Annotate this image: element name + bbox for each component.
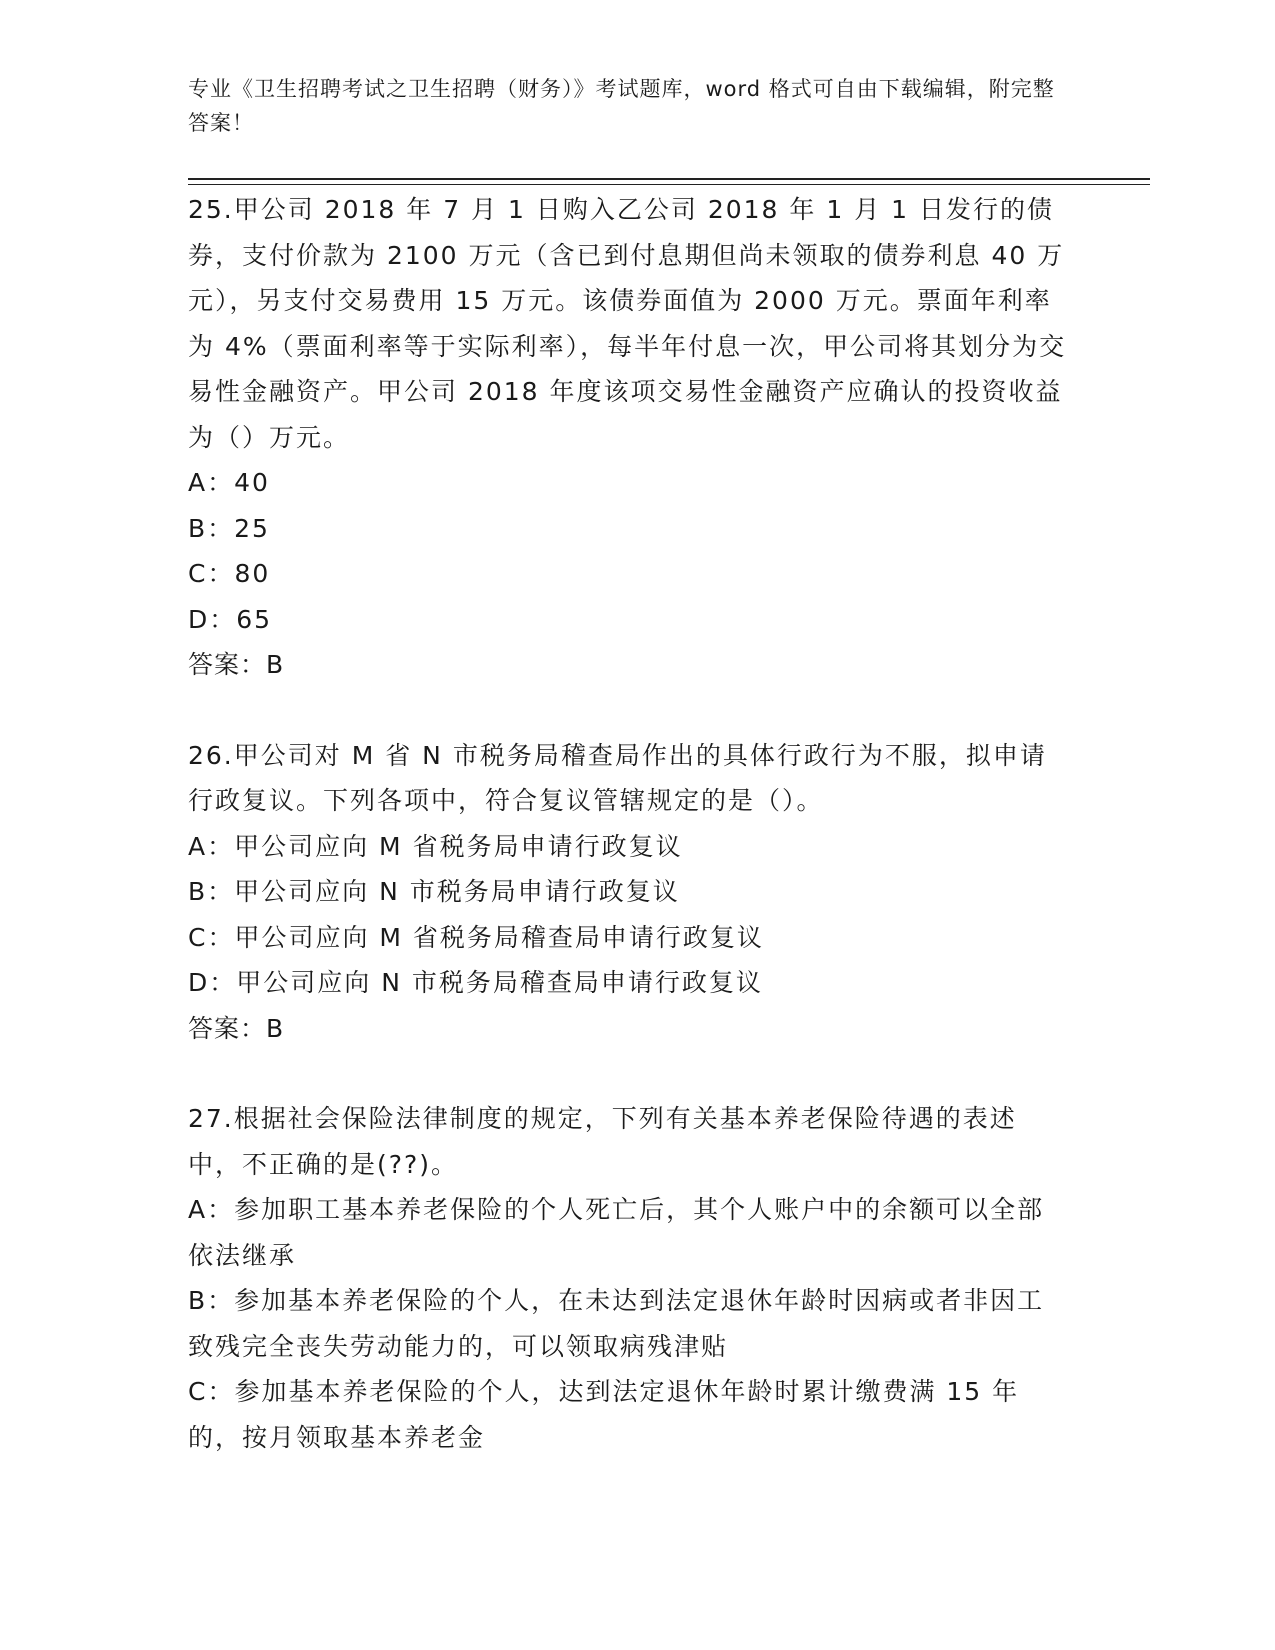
- question-27: [188, 1096, 1068, 1460]
- option-d: D：甲公司应向 N 市税务局稽查局申请行政复议: [188, 968, 763, 997]
- document-header: 专业《卫生招聘考试之卫生招聘（财务）》考试题库，word 格式可自由下载编辑，附完整答案！: [188, 77, 1055, 135]
- option-d: D：65: [188, 604, 273, 634]
- question-stem: 27.根据社会保险法律制度的规定，下列有关基本养老保险待遇的表述中，不正确的是(??)。: [188, 1104, 1017, 1179]
- option-a: A：甲公司应向 M 省税务局申请行政复议: [188, 831, 683, 861]
- question-spacer: [188, 688, 1068, 733]
- answer-label: 答案：B: [188, 650, 285, 679]
- option-b: B：参加基本养老保险的个人，在未达到法定退休年龄时因病或者非因工致残完全丧失劳动能力的，可以领取病残津贴: [188, 1286, 1045, 1361]
- option-a: A：参加职工基本养老保险的个人死亡后，其个人账户中的余额可以全部依法继承: [188, 1195, 1045, 1270]
- option-a: A：40: [188, 468, 270, 497]
- question-25: [188, 187, 1068, 688]
- question-stem: 26.甲公司对 M 省 N 市税务局稽查局作出的具体行政行为不服，拟申请行政复议。下列各项中，符合复议管辖规定的是（）。: [188, 740, 1047, 815]
- header-divider: [188, 178, 1150, 180]
- question-spacer: [188, 1051, 1068, 1096]
- option-c: C：参加基本养老保险的个人，达到法定退休年龄时累计缴费满 15 年的，按月领取基本养老金: [188, 1377, 1020, 1452]
- question-list: [188, 187, 1068, 1460]
- option-b: B：甲公司应向 N 市税务局申请行政复议: [188, 877, 680, 906]
- option-b: B：25: [188, 513, 270, 543]
- question-26: [188, 733, 1068, 1052]
- option-c: C：甲公司应向 M 省税务局稽查局申请行政复议: [188, 922, 764, 952]
- answer-label: 答案：B: [188, 1013, 285, 1043]
- question-stem: 25.甲公司 2018 年 7 月 1 日购入乙公司 2018 年 1 月 1 日发行的债券，支付价款为 2100 万元（含已到付息期但尚未领取的债券利息 40 万元），另支付交易费用 15 万元。该债券面值为 2000 万元。票面年利率为 4%（票面利率等于实际利率），每半年付息一次，甲公司将其划分为交易性金融资产。甲公司 2018 年度该项交易性金融资产应确认的投资收益为（）万元。: [188, 195, 1067, 452]
- header-divider-thin: [188, 184, 1150, 185]
- option-c: C：80: [188, 559, 271, 588]
